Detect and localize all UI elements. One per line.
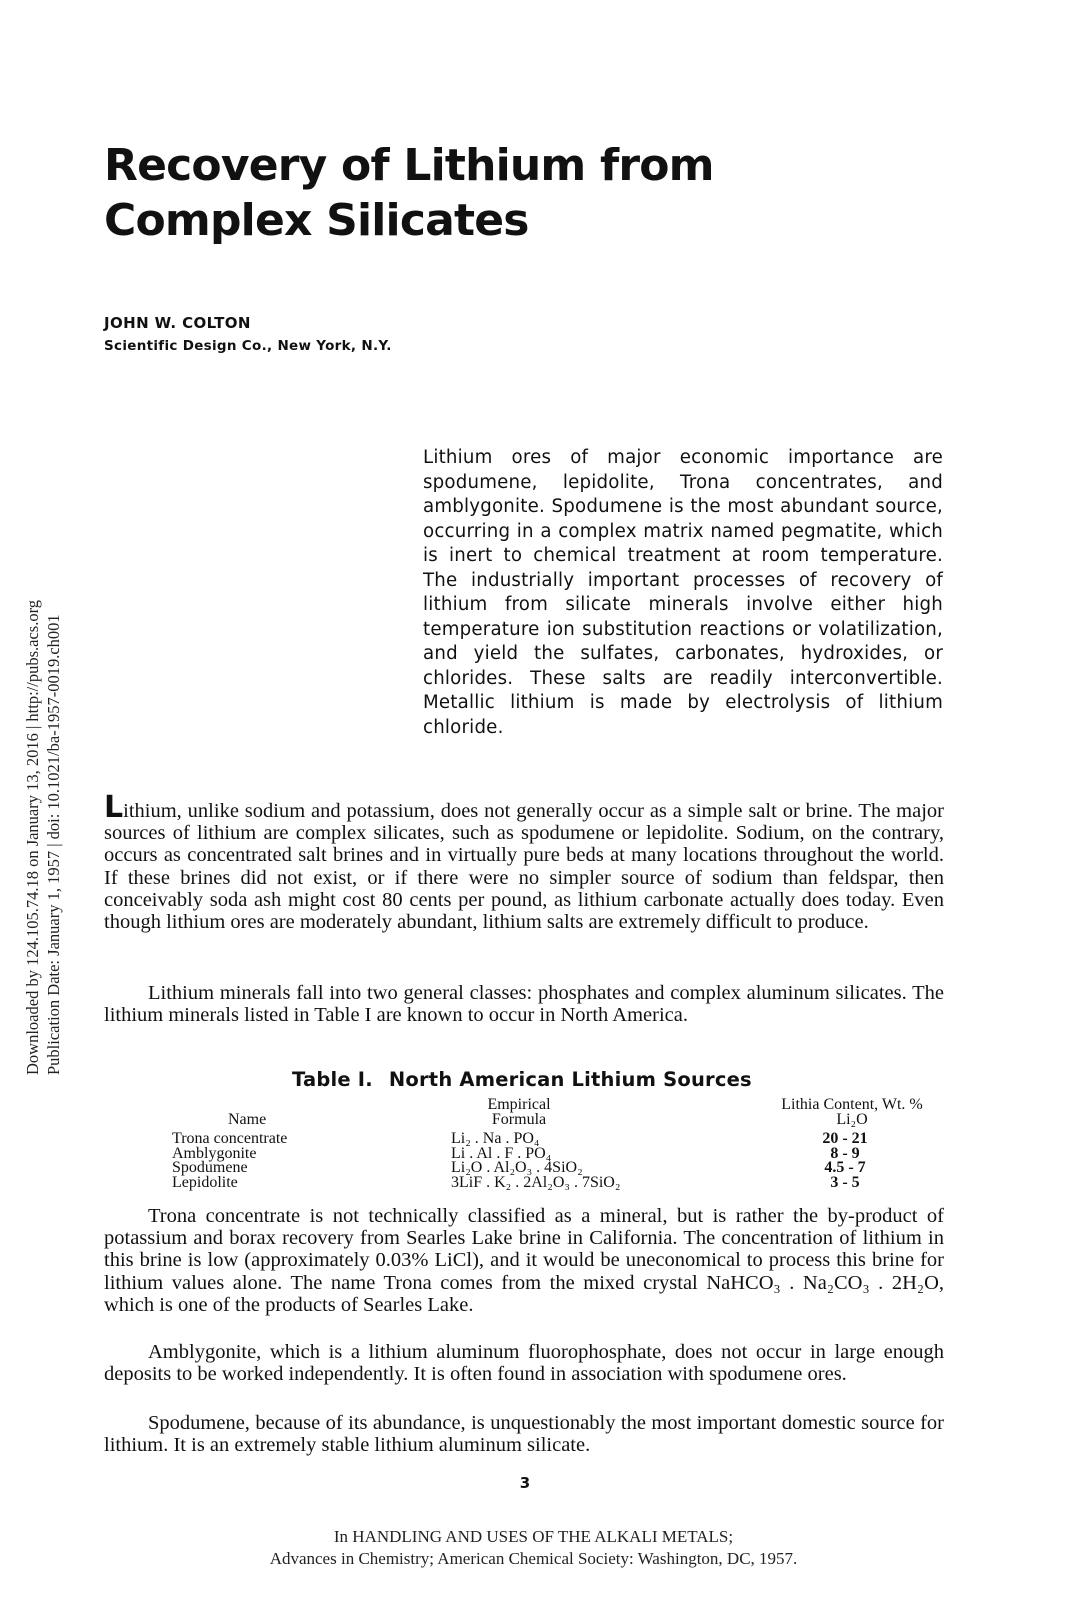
- publication-stamp-line: Publication Date: January 1, 1957 | doi: 10.1021/ba-1957-0019.ch001: [44, 614, 63, 1075]
- table-label: Table I.: [292, 1068, 373, 1091]
- table-column-lithia: [815, 1131, 875, 1189]
- paragraph-3: Trona concentrate is not technically classified as a mineral, but is rather the by-product of potassium and borax recovery from Searles Lake brine in California. The concentration of lithium in this brine is low (approximately 0.03% LiCl), and it would be uneconomical to process this brine for lithium values alone. The name Trona comes from the mixed crystal NaHCO₃ . Na₂CO₃ . 2H₂O, which is one of the products of Searles Lake.: [104, 1205, 944, 1316]
- download-stamp-line: Downloaded by 124.105.74.18 on January 13, 2016 | http://pubs.acs.org: [23, 599, 42, 1075]
- table-cell-lithia: 3 - 5: [830, 1173, 860, 1191]
- table-cell-name: Amblygonite: [172, 1144, 257, 1162]
- author-name: JOHN W. COLTON: [104, 314, 251, 332]
- table-cell-lithia: 20 - 21: [822, 1130, 868, 1147]
- author-affiliation: Scientific Design Co., New York, N.Y.: [104, 338, 392, 354]
- table-header-name: Name: [228, 1111, 267, 1128]
- table-header-lithia-line-1: Lithia Content, Wt. %: [781, 1096, 923, 1113]
- page-number: 3: [519, 1474, 531, 1492]
- table-title: North American Lithium Sources: [388, 1068, 752, 1091]
- table-cell-formula: Li . Al . F . PO₄: [451, 1144, 552, 1162]
- table-cell-name: Spodumene: [172, 1159, 248, 1176]
- table-column-formula: [451, 1131, 620, 1189]
- table-cell-lithia: 8 - 9: [830, 1144, 860, 1162]
- table-header-formula: [474, 1097, 564, 1127]
- article-title: [104, 138, 744, 248]
- table-cell-formula: Li₂O . Al₂O₃ . 4SiO₂: [451, 1159, 583, 1176]
- download-stamp: [22, 515, 64, 1075]
- paragraph-1-text: ithium, unlike sodium and potassium, does not generally occur as a simple salt or brine. The major sources of lithium are complex silicates, such as spodumene or lepidolite. Sodium, on the contrary, occurs as concentrated salt brines and in virtually pure beds at many locations throughout the world. If these brines did not exist, or if there were no simpler source of sodium than feldspar, then conceivably soda ash might cost 80 cents per pound, as lithium carbonate actually does today. Even though lithium ores are moderately abundant, lithium salts are extremely difficult to produce.: [104, 800, 944, 934]
- table-cell-name: Trona concentrate: [172, 1130, 288, 1147]
- table-cell-lithia: 4.5 - 7: [824, 1159, 866, 1176]
- table-cell-name: Lepidolite: [172, 1173, 238, 1191]
- table-cell-formula: 3LiF . K₂ . 2Al₂O₃ . 7SiO₂: [451, 1173, 621, 1191]
- title-line-2: Complex Silicates: [104, 195, 529, 246]
- paragraph-2: Lithium minerals fall into two general classes: phosphates and complex aluminum silicates. The lithium minerals listed in Table I are known to occur in North America.: [104, 982, 944, 1027]
- footer-line-1: In HANDLING AND USES OF THE ALKALI METALS;: [333, 1527, 734, 1546]
- footer-line-2: Advances in Chemistry; American Chemical Society: Washington, DC, 1957.: [269, 1549, 798, 1568]
- table-header-lithia: [757, 1097, 947, 1127]
- paragraph-4: Amblygonite, which is a lithium aluminum fluorophosphate, does not occur in large enough deposits to be worked independently. It is often found in association with spodumene ores.: [104, 1341, 944, 1386]
- table-cell-formula: Li₂ . Na . PO₄: [451, 1130, 540, 1147]
- table-header-formula-line-1: Empirical: [487, 1096, 551, 1113]
- paragraph-1: [104, 790, 944, 934]
- table-caption: [292, 1068, 752, 1091]
- table-header-lithia-line-2: Li₂O: [836, 1111, 868, 1128]
- table-header-formula-line-2: Formula: [491, 1111, 547, 1128]
- drop-cap: L: [104, 790, 124, 825]
- paragraph-5: Spodumene, because of its abundance, is unquestionably the most important domestic source for lithium. It is an extremely stable lithium aluminum silicate.: [104, 1412, 944, 1457]
- title-line-1: Recovery of Lithium from: [104, 140, 714, 191]
- table-column-name: [172, 1131, 287, 1189]
- citation-footer: [0, 1526, 1067, 1570]
- abstract: Lithium ores of major economic importance are spodumene, lepidolite, Trona concentrates, and amblygonite. Spodumene is the most abundant source, occurring in a complex matrix named pegmatite, which is inert to chemical treatment at room temperature. The industrially important processes of recovery of lithium from silicate minerals involve either high temperature ion substitution reactions or volatilization, and yield the sulfates, carbonates, hydroxides, or chlorides. These salts are readily interconvertible. Metallic lithium is made by electrolysis of lithium chloride.: [423, 447, 943, 738]
